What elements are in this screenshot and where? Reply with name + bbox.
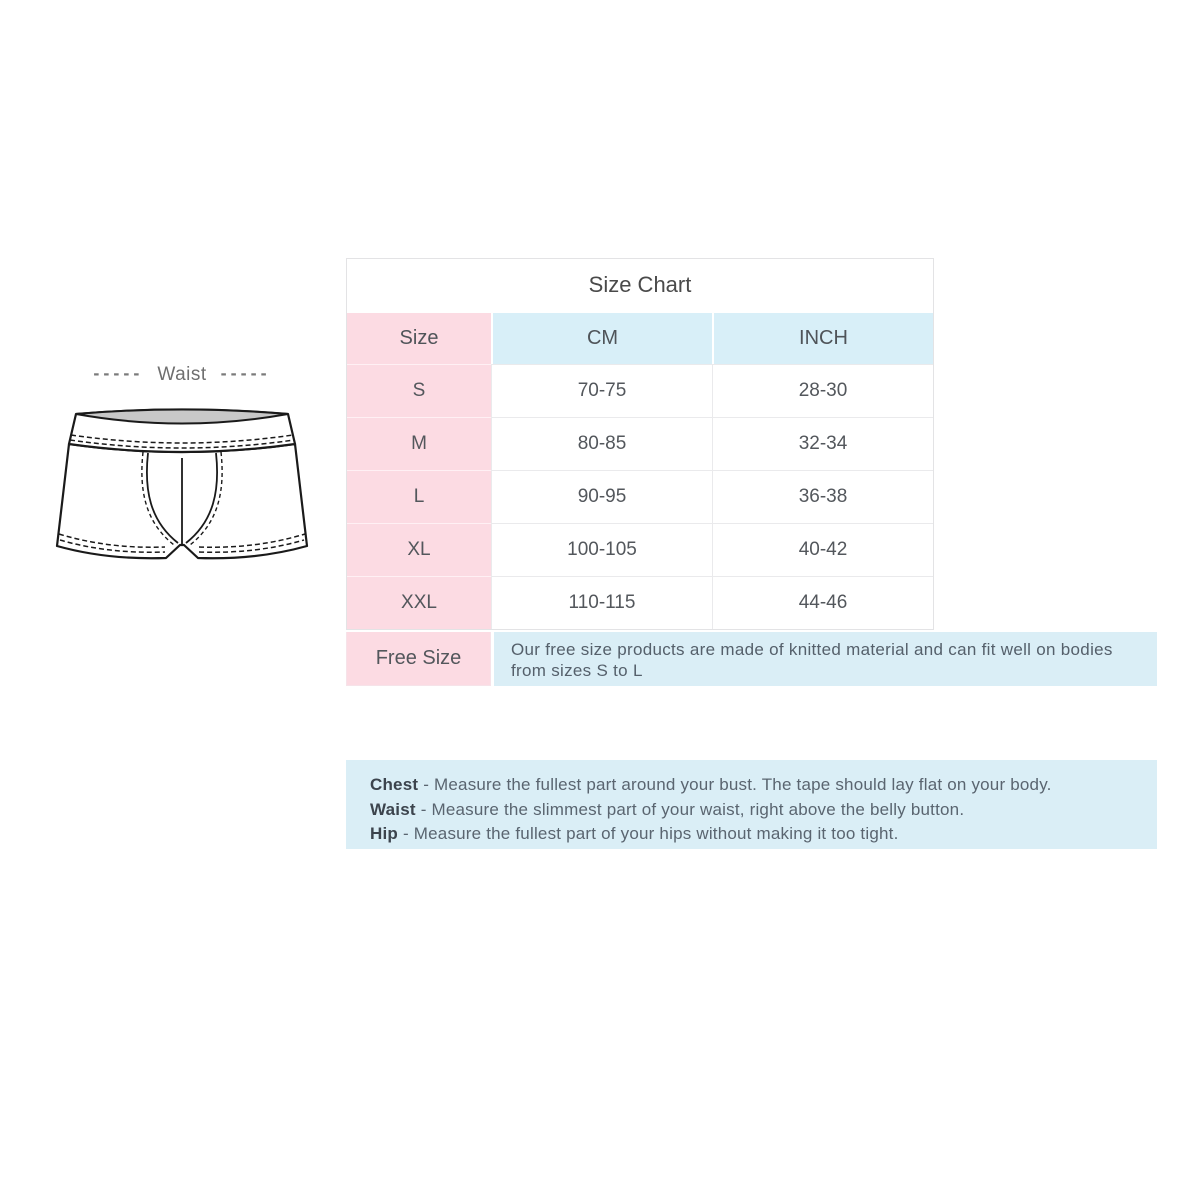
note-waist [370,798,1137,823]
table-row [347,417,933,470]
note-chest-label: Chest [370,775,419,794]
cm-value: 100-105 [491,523,712,576]
note-waist-label: Waist [370,799,416,819]
inch-value: 44-46 [712,576,933,629]
inch-value: 40-42 [712,523,933,576]
size-value: XXL [347,576,491,629]
dash-line-left: ----- [93,362,144,383]
waist-indicator [46,364,318,386]
table-row [347,470,933,523]
note-hip-label: Hip [370,824,398,843]
measurement-notes-panel [346,760,1157,849]
product-measurement-illustration [46,364,318,580]
cm-value: 70-75 [491,364,712,417]
cm-value: 80-85 [491,417,712,470]
inch-value: 28-30 [712,364,933,417]
size-chart-title: Size Chart [347,259,933,311]
size-value: XL [347,523,491,576]
free-size-description: Our free size products are made of knitted material and can fit well on bodies from sizes S to L [494,632,1157,686]
free-size-label: Free Size [346,632,491,686]
size-value: L [347,470,491,523]
note-chest [370,773,1137,798]
size-chart-header-row [347,311,933,364]
cm-value: 90-95 [491,470,712,523]
size-value: S [347,364,491,417]
note-hip-text: - Measure the fullest part of your hips without making it too tight. [402,824,899,843]
column-header-size: Size [347,311,491,364]
column-header-cm: CM [491,311,712,364]
size-value: M [347,417,491,470]
dash-line-right: ----- [220,362,271,383]
table-row [347,576,933,629]
size-chart-table [346,258,934,630]
inch-value: 36-38 [712,470,933,523]
note-chest-text: - Measure the fullest part around your bust. The tape should lay flat on your body. [423,775,1052,794]
note-waist-text: - Measure the slimmest part of your waist, right above the belly button. [420,799,965,819]
table-row [347,364,933,417]
note-hip [370,822,1137,847]
free-size-row [346,632,1157,686]
cm-value: 110-115 [491,576,712,629]
column-header-inch: INCH [712,311,933,364]
boxer-briefs-icon [51,402,313,580]
inch-value: 32-34 [712,417,933,470]
table-row [347,523,933,576]
waist-label: Waist [157,364,207,385]
